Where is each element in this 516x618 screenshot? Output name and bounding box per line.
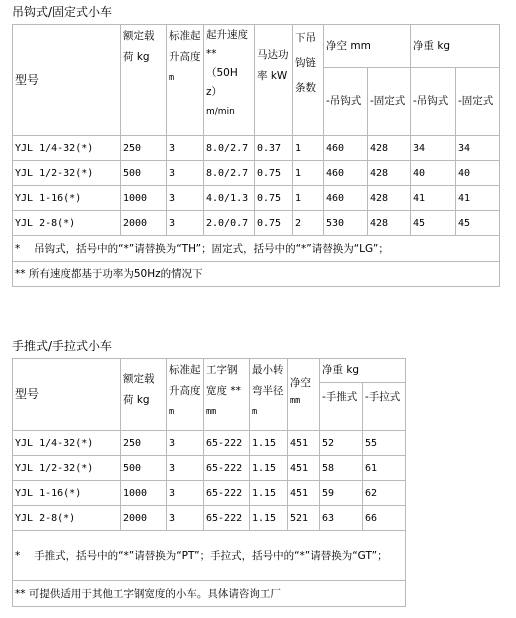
cell-motor: 0.75: [255, 161, 293, 186]
header-lift: 标准起升高度 m: [167, 25, 204, 136]
table-row: [13, 506, 406, 531]
cell-speed: 8.0/2.7: [204, 161, 255, 186]
header-speed: 起升速度 ** （50Hz） m/min: [204, 25, 255, 136]
cell-weight-pull: 55: [363, 431, 406, 456]
header-weight-pull: -手拉式: [363, 383, 406, 431]
header-motor: 马达功率 kW: [255, 25, 293, 136]
cell-load: 2000: [121, 506, 167, 531]
header-weight: 净重 kg: [411, 25, 500, 68]
cell-clearance-hook: 530: [324, 211, 368, 236]
note-star-push: * 手推式，括号中的“*”请替换为“PT”；手拉式，括号中的“*”请替换为“GT”；: [13, 531, 406, 581]
header-lift: 标准起升高度 m: [167, 359, 204, 431]
note-double-star-beam: ** 可提供适用于其他工字钢宽度的小车。具体请咨询工厂: [13, 581, 406, 607]
cell-speed: 4.0/1.3: [204, 186, 255, 211]
cell-lift: 3: [167, 161, 204, 186]
cell-weight-pull: 66: [363, 506, 406, 531]
cell-weight-fixed: 40: [456, 161, 500, 186]
cell-load: 250: [121, 431, 167, 456]
section-title-hook-trolley: 吊钩式/固定式小车: [12, 5, 113, 19]
header-clearance-hook: -吊钩式: [324, 68, 368, 136]
cell-radius: 1.15: [250, 456, 288, 481]
table-row: [13, 456, 406, 481]
cell-chain: 1: [293, 136, 324, 161]
header-weight-hook: -吊钩式: [411, 68, 456, 136]
cell-chain: 2: [293, 211, 324, 236]
cell-model: YJL 2-8(*): [13, 211, 121, 236]
cell-load: 2000: [121, 211, 167, 236]
header-chain: 下吊钩链条数: [293, 25, 324, 136]
cell-motor: 0.75: [255, 211, 293, 236]
table-row: [13, 481, 406, 506]
cell-weight-fixed: 45: [456, 211, 500, 236]
cell-motor: 0.75: [255, 186, 293, 211]
cell-weight-hook: 40: [411, 161, 456, 186]
cell-clearance: 451: [288, 456, 320, 481]
cell-model: YJL 1/4-32(*): [13, 431, 121, 456]
cell-lift: 3: [167, 431, 204, 456]
cell-lift: 3: [167, 506, 204, 531]
header-clearance: 净空 mm: [324, 25, 411, 68]
cell-model: YJL 2-8(*): [13, 506, 121, 531]
cell-chain: 1: [293, 161, 324, 186]
header-beam: 工字钢宽度 ** mm: [204, 359, 250, 431]
cell-weight-hook: 41: [411, 186, 456, 211]
cell-weight-push: 59: [320, 481, 363, 506]
cell-speed: 8.0/2.7: [204, 136, 255, 161]
header-clearance-fixed: -固定式: [368, 68, 411, 136]
header-weight-fixed: -固定式: [456, 68, 500, 136]
header-model: 型号: [13, 359, 121, 431]
cell-weight-pull: 62: [363, 481, 406, 506]
cell-clearance-hook: 460: [324, 161, 368, 186]
cell-radius: 1.15: [250, 506, 288, 531]
header-radius: 最小转弯半径 m: [250, 359, 288, 431]
header-weight: 净重 kg: [320, 359, 406, 383]
cell-model: YJL 1-16(*): [13, 186, 121, 211]
header-load: 额定载荷 kg: [121, 25, 167, 136]
cell-chain: 1: [293, 186, 324, 211]
cell-beam: 65-222: [204, 506, 250, 531]
header-clearance: 净空 mm: [288, 359, 320, 431]
table-row: [13, 186, 500, 211]
cell-weight-fixed: 34: [456, 136, 500, 161]
table-row: [13, 136, 500, 161]
cell-weight-fixed: 41: [456, 186, 500, 211]
cell-model: YJL 1/4-32(*): [13, 136, 121, 161]
cell-radius: 1.15: [250, 481, 288, 506]
cell-load: 1000: [121, 481, 167, 506]
cell-weight-pull: 61: [363, 456, 406, 481]
cell-radius: 1.15: [250, 431, 288, 456]
section-title-push-trolley: 手推式/手拉式小车: [12, 339, 113, 353]
cell-clearance-fixed: 428: [368, 186, 411, 211]
cell-weight-push: 63: [320, 506, 363, 531]
cell-beam: 65-222: [204, 456, 250, 481]
header-weight-push: -手推式: [320, 383, 363, 431]
cell-weight-hook: 34: [411, 136, 456, 161]
cell-lift: 3: [167, 481, 204, 506]
header-model: 型号: [13, 25, 121, 136]
cell-clearance: 451: [288, 431, 320, 456]
note-double-star-speed: ** 所有速度都基于功率为50Hz的情况下: [13, 262, 500, 287]
cell-clearance-fixed: 428: [368, 136, 411, 161]
table-row: [13, 431, 406, 456]
cell-load: 500: [121, 456, 167, 481]
cell-lift: 3: [167, 136, 204, 161]
cell-model: YJL 1/2-32(*): [13, 456, 121, 481]
cell-clearance-fixed: 428: [368, 161, 411, 186]
cell-weight-push: 52: [320, 431, 363, 456]
cell-model: YJL 1-16(*): [13, 481, 121, 506]
cell-lift: 3: [167, 211, 204, 236]
cell-clearance: 521: [288, 506, 320, 531]
hook-trolley-table: [12, 24, 500, 287]
cell-load: 500: [121, 161, 167, 186]
cell-clearance: 451: [288, 481, 320, 506]
note-star-hook: * 吊钩式，括号中的“*”请替换为“TH”；固定式，括号中的“*”请替换为“LG”；: [13, 236, 500, 262]
cell-speed: 2.0/0.7: [204, 211, 255, 236]
cell-model: YJL 1/2-32(*): [13, 161, 121, 186]
cell-motor: 0.37: [255, 136, 293, 161]
cell-clearance-hook: 460: [324, 186, 368, 211]
cell-clearance-hook: 460: [324, 136, 368, 161]
cell-weight-push: 58: [320, 456, 363, 481]
table-row: [13, 211, 500, 236]
cell-beam: 65-222: [204, 481, 250, 506]
cell-lift: 3: [167, 186, 204, 211]
cell-lift: 3: [167, 456, 204, 481]
push-trolley-table: [12, 358, 406, 607]
cell-weight-hook: 45: [411, 211, 456, 236]
cell-beam: 65-222: [204, 431, 250, 456]
cell-load: 250: [121, 136, 167, 161]
table-row: [13, 161, 500, 186]
header-load: 额定载荷 kg: [121, 359, 167, 431]
cell-clearance-fixed: 428: [368, 211, 411, 236]
cell-load: 1000: [121, 186, 167, 211]
